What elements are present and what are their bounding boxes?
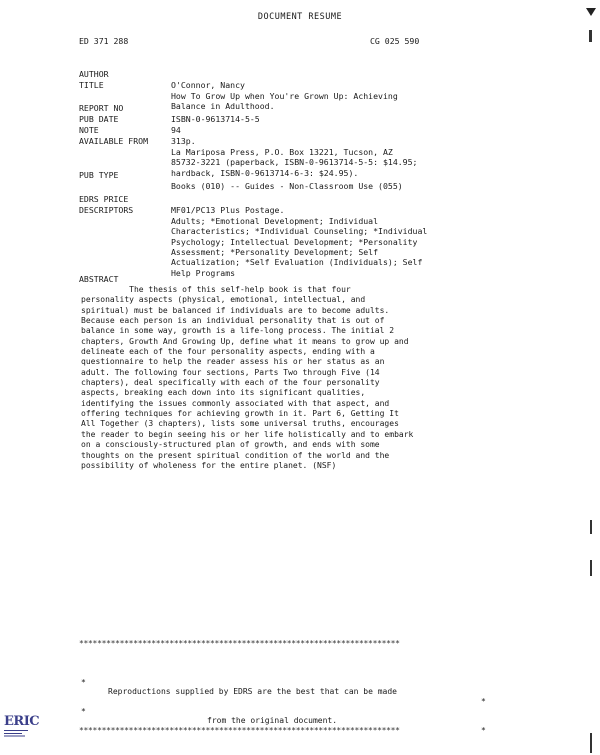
cg-number: CG 025 590 xyxy=(370,36,420,46)
margin-mark xyxy=(590,520,592,534)
reproduction-notice: *********************************************************************** * Reproductions supplied by EDRS are the best that can be made * * from the original document. * *********************************************************************** xyxy=(79,620,499,755)
field-label: AUTHOR xyxy=(79,69,109,80)
margin-mark xyxy=(590,733,592,753)
field-descriptors xyxy=(79,195,559,278)
field-value: La Mariposa Press, P.O. Box 13221, Tucson, AZ 85732-3221 (paperback, ISBN-0-9613714-5-5: $14.95; hardback, ISBN-0-9613714-6-3: $24.95). xyxy=(171,146,418,178)
field-label: NOTE xyxy=(79,125,99,136)
field-value: MF01/PC13 Plus Postage. xyxy=(171,204,285,215)
field-value: Books (010) -- Guides - Non-Classroom Use (055) xyxy=(171,180,403,191)
star-border-bottom: *********************************************************************** xyxy=(79,726,400,736)
document-title: DOCUMENT RESUME xyxy=(257,12,343,22)
field-label: PUB TYPE xyxy=(79,170,119,181)
abstract-text: The thesis of this self-help book is that four personality aspects (physical, emotional, intellectual, and spiritual) must be balanced if individuals are to become adults. Because each person is an individual personality that is out of balance in some way, growth is a life-long process. The initial 2 chapters, Growth And Growing Up, define what it means to grow up and delineate each of the four personality aspects, ending with a questionnaire to help the reader assess his or her status as an adult. The following four sections, Parts Two through Five (14 chapters), deal specifically with each of the four personality aspects, breaking each down into its significant qualities, identifying the issues commonly associated with that aspect, and offering techniques for achieving growth in it. Part 6, Getting It All Together (3 chapters), lists some universal truths, encourages the reader to begin seeing his or her life holistically and to embark on a consciously-structured plan of growth, and ends with some thoughts on the present spiritual condition of the world and the possibility of wholeness for the entire planet. (NSF) xyxy=(81,285,414,470)
reproduction-line-1: Reproductions supplied by EDRS are the best that can be made xyxy=(108,687,397,697)
abstract-label: ABSTRACT xyxy=(79,274,119,284)
field-value: 313p. xyxy=(171,135,196,146)
field-value: How To Grow Up when You're Grown Up: Achieving Balance in Adulthood. xyxy=(171,90,398,112)
eric-logo-text: ERIC xyxy=(4,714,40,729)
field-label: PUB DATE xyxy=(79,114,119,125)
margin-mark xyxy=(589,30,592,42)
field-value: O'Connor, Nancy xyxy=(171,79,245,90)
field-value: ISBN-0-9613714-5-5 xyxy=(171,113,260,124)
eric-logo-subtitle xyxy=(4,729,30,738)
field-value: 94 xyxy=(171,124,181,135)
field-label: TITLE xyxy=(79,80,104,91)
eric-logo xyxy=(4,714,40,744)
star-border-top: *********************************************************************** xyxy=(79,639,400,649)
margin-mark xyxy=(590,560,592,576)
field-label: EDRS PRICE xyxy=(79,194,129,205)
field-label: REPORT NO xyxy=(79,103,124,114)
field-label: DESCRIPTORS xyxy=(79,205,134,216)
ed-number: ED 371 288 xyxy=(79,36,129,46)
reproduction-line-2: from the original document. xyxy=(207,716,338,726)
field-value: Adults; *Emotional Development; Individual Characteristics; *Individual Counseling; *Individual Psychology; Intellectual Development; *Personality Assessment; *Personality Development; Self Actualization; *Self Evaluation (Individuals); Self Help Programs xyxy=(171,215,428,278)
field-label: AVAILABLE FROM xyxy=(79,136,149,147)
